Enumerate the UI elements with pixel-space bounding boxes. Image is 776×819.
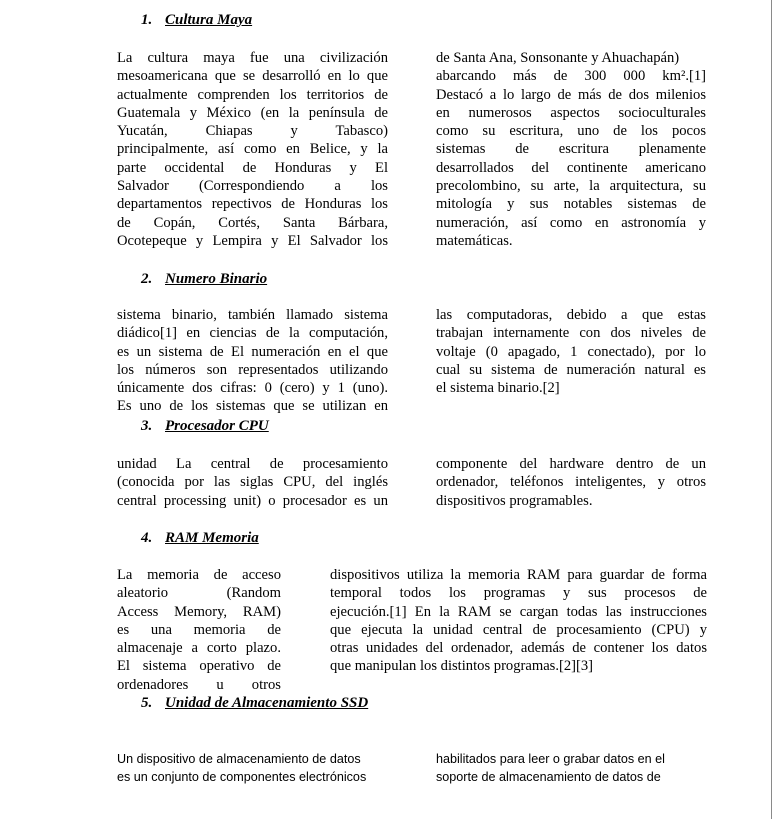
text-line: (conocida por las siglas CPU, del inglés <box>117 474 388 491</box>
section-number: 2. <box>141 271 153 287</box>
text-line: unidad La central de procesamiento <box>117 456 388 472</box>
text-line: principalmente, así como en Belice, y la <box>117 141 388 158</box>
text-line: ordenador, teléfonos inteligentes, y otros <box>436 474 706 491</box>
section-title: Procesador CPU <box>165 418 269 434</box>
section-heading-ram-memoria <box>141 529 259 547</box>
section-number: 5. <box>141 695 153 711</box>
text-line: las computadoras, debido a que estas <box>436 307 706 323</box>
section-title: RAM Memoria <box>165 530 259 546</box>
text-line: es una memoria de <box>117 621 281 638</box>
section-3-right-column <box>436 455 706 510</box>
text-line: en numerosos aspectos socioculturales <box>436 104 706 121</box>
section-5-left-column <box>117 750 407 786</box>
text-line: almacenaje a corto plazo. <box>117 640 281 657</box>
text-line: dispositivos programables. <box>436 492 593 509</box>
text-line: Es uno de los sistemas que se utilizan en <box>117 398 388 415</box>
text-line: el sistema binario.[2] <box>436 380 560 397</box>
text-line: central processing unit) o procesador es un <box>117 492 388 509</box>
text-line: actualmente comprenden los territorios de <box>117 86 388 103</box>
text-line: sistemas de escritura plenamente <box>436 141 706 158</box>
text-line: desarrollados del continente americano <box>436 159 706 176</box>
text-line: trabajan internamente con dos niveles de <box>436 325 706 342</box>
text-line: voltaje (0 apagado, 1 conectado), por lo <box>436 343 706 360</box>
text-line: Destacó a lo largo de más de dos milenios <box>436 86 706 103</box>
text-line: como su escritura, uno de los pocos <box>436 123 706 140</box>
section-2-left-column <box>117 306 388 416</box>
section-number: 1. <box>141 12 153 28</box>
text-line: El sistema operativo de <box>117 658 281 675</box>
text-line: numeración, así como en astronomía y <box>436 214 706 231</box>
text-line: es un sistema de El numeración en el que <box>117 343 388 360</box>
text-line: los números son representados utilizando <box>117 361 388 378</box>
text-line: que manipulan los distintos programas.[2][3] <box>330 658 594 675</box>
text-line: temporal todos los programas y sus procesos de <box>330 585 707 602</box>
text-line: matemáticas. <box>436 232 513 249</box>
text-line: componente del hardware dentro de un <box>436 456 706 472</box>
section-title: Unidad de Almacenamiento SSD <box>165 695 369 711</box>
section-4-right-column <box>330 566 707 676</box>
section-2-right-column <box>436 306 706 397</box>
text-line: Un dispositivo de almacenamiento de datos <box>117 752 361 766</box>
text-line: parte occidental de Honduras y El <box>117 159 388 176</box>
text-line: mesoamericana que se desarrolló en lo que <box>117 68 388 85</box>
text-line: Ocotepeque y Lempira y El Salvador los <box>117 232 388 249</box>
text-line: Access Memory, RAM) <box>117 603 281 620</box>
section-1-left-column <box>117 49 388 250</box>
text-line: de Santa Ana, Sonsonante y Ahuachapán) <box>436 50 680 66</box>
text-line: precolombino, su arte, la arquitectura, su <box>436 178 706 195</box>
page-edge-line <box>771 0 772 819</box>
text-line: otras unidades del ordenador, además de contener los datos <box>330 640 707 657</box>
text-line: habilitados para leer o grabar datos en el <box>436 752 665 766</box>
text-line: departamentos repectivos de Honduras los <box>117 196 388 213</box>
text-line: es un conjunto de componentes electrónicos <box>117 770 367 784</box>
section-3-left-column <box>117 455 388 510</box>
text-line: que ejecuta la unidad central de procesamiento (CPU) y <box>330 621 707 638</box>
text-line: únicamente dos cifras: 0 (cero) y 1 (uno). <box>117 380 388 397</box>
text-line: ordenadores u otros <box>117 676 281 693</box>
section-heading-numero-binario <box>141 270 267 288</box>
text-line: abarcando más de 300 000 km².[1] <box>436 68 706 85</box>
section-1-right-column <box>436 49 706 250</box>
section-heading-unidad-almacenamiento <box>141 694 368 712</box>
section-title: Numero Binario <box>165 271 268 287</box>
section-heading-procesador-cpu <box>141 417 269 435</box>
text-line: cual su sistema de numeración natural es <box>436 361 706 378</box>
section-5-right-column <box>436 750 726 786</box>
text-line: Yucatán, Chiapas y Tabasco) <box>117 123 388 140</box>
text-line: La cultura maya fue una civilización <box>117 50 388 66</box>
text-line: soporte de almacenamiento de datos de <box>436 770 661 784</box>
section-number: 4. <box>141 530 153 546</box>
text-line: mitología y sus notables sistemas de <box>436 196 706 213</box>
text-line: sistema binario, también llamado sistema <box>117 307 388 323</box>
text-line: dispositivos utiliza la memoria RAM para guardar de forma <box>330 567 707 583</box>
section-4-left-column <box>117 566 281 694</box>
text-line: de Copán, Cortés, Santa Bárbara, <box>117 214 388 231</box>
text-line: La memoria de acceso <box>117 567 281 583</box>
text-line: Salvador (Correspondiendo a los <box>117 178 388 195</box>
section-heading-cultura-maya <box>141 11 252 29</box>
text-line: aleatorio (Random <box>117 585 281 602</box>
text-line: Guatemala y México (en la península de <box>117 104 388 121</box>
section-number: 3. <box>141 418 153 434</box>
section-title: Cultura Maya <box>165 12 253 28</box>
text-line: ejecución.[1] En la RAM se cargan todas las instrucciones <box>330 603 707 620</box>
text-line: diádico[1] en ciencias de la computación, <box>117 325 388 342</box>
